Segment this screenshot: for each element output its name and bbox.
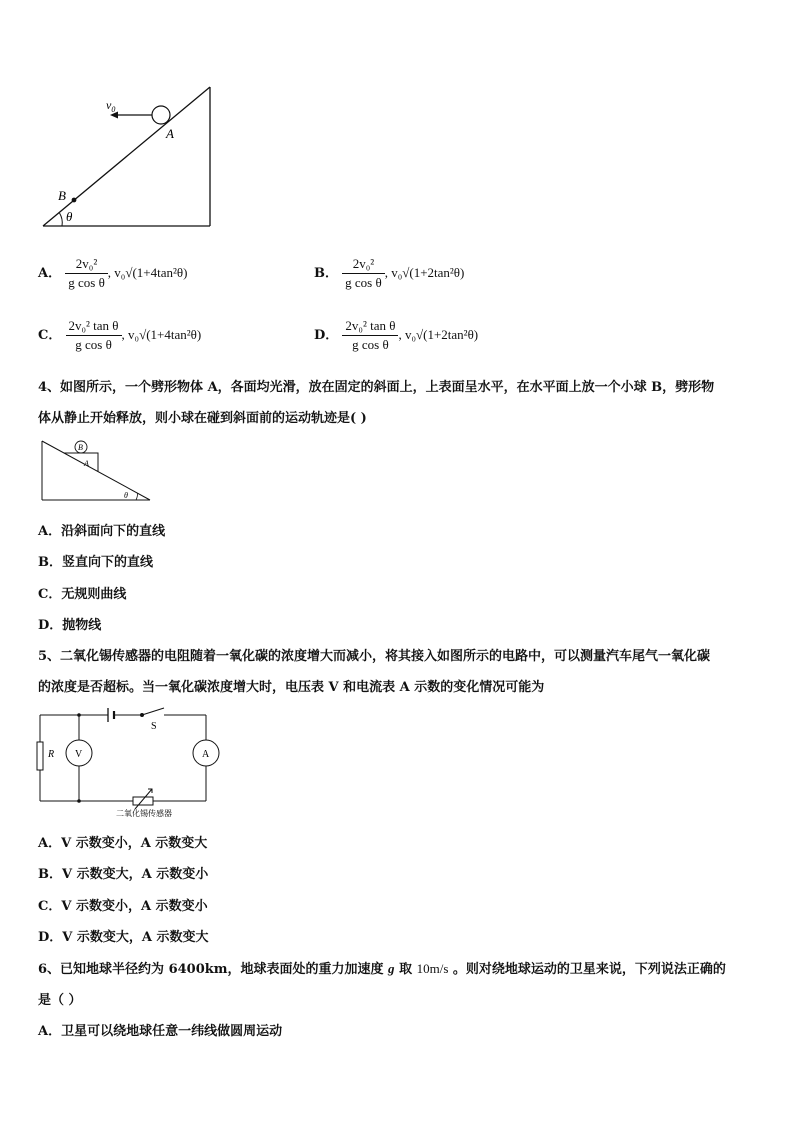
incline-ball-figure [38,82,218,232]
q4-option-c[interactable]: C．无规则曲线 [38,587,127,602]
q4-stem-line1: 4、如图所示，一个劈形物体 A，各面均光滑，放在固定的斜面上，上表面呈水平，在水平面上放一个小球 B，劈形物 [38,380,715,395]
numerator: 2v₀² [342,256,385,274]
option-label: D． [314,328,339,343]
numerator: 2v₀² tan θ [66,318,122,336]
ammeter-label: A [202,749,210,760]
fraction [342,318,398,353]
q4-option-a[interactable]: A．沿斜面向下的直线 [38,524,166,539]
q3-option-c[interactable] [38,318,201,353]
q6-option-a[interactable]: A．卫星可以绕地球任意一纬线做圆周运动 [38,1024,283,1039]
q4-stem-line2: 体从静止开始释放，则小球在碰到斜面前的运动轨迹是( ) [38,411,367,426]
option-tail: , v₀√(1+2tan²θ) [384,265,465,280]
q5-option-c[interactable]: C．V 示数变小，A 示数变小 [38,899,208,914]
q5-option-d[interactable]: D．V 示数变大，A 示数变大 [38,930,209,945]
q5-option-a[interactable]: A．V 示数变小，A 示数变大 [38,836,208,851]
q6-text-a: 6、已知地球半径约为 6400km，地球表面处的重力加速度 [38,962,389,977]
q3-option-b[interactable] [314,256,464,291]
ball [152,106,170,124]
voltmeter-label: V [75,749,83,760]
ball-b-label: B [78,443,83,452]
gravity-value: 10m/s [416,961,449,976]
fraction [66,318,122,353]
wedge-ball-figure [40,438,160,504]
gravity-symbol: g [388,961,395,976]
numerator: 2v₀² tan θ [342,318,398,336]
theta-label: θ [124,491,128,500]
v0-label: $v_0$ [106,98,116,114]
q6-text-b: 取 [394,962,417,977]
circuit-figure [36,705,226,820]
point-a-label: A [166,126,174,141]
fraction [65,256,108,291]
q6-stem-line1 [38,958,726,977]
denominator: g cos θ [352,337,389,352]
denominator: g cos θ [68,275,105,290]
q5-stem-line2: 的浓度是否超标。当一氧化碳浓度增大时，电压表 V 和电流表 A 示数的变化情况可能为 [38,680,545,695]
option-tail: , v₀√(1+4tan²θ) [107,265,188,280]
option-label: B． [314,266,338,281]
theta-label: θ [66,209,73,224]
q4-option-d[interactable]: D．抛物线 [38,618,102,633]
option-label: A． [38,266,62,281]
numerator: 2v₀² [65,256,108,274]
switch-label: S [151,721,157,732]
option-tail: , v₀√(1+2tan²θ) [398,327,479,342]
q3-option-d[interactable] [314,318,478,353]
q6-stem-line2: 是（ ） [38,993,82,1008]
denominator: g cos θ [75,337,112,352]
sensor-label: 二氧化锡传感器 [116,809,172,818]
wedge-a-label: A [84,459,89,468]
point-b-label: B [58,188,66,203]
q5-option-b[interactable]: B．V 示数变大，A 示数变小 [38,867,209,882]
option-label: C． [38,328,62,343]
resistor-label: R [48,749,55,760]
q6-text-c: 。则对绕地球运动的卫星来说，下列说法正确的 [448,962,726,977]
q3-option-a[interactable] [38,256,187,291]
q4-option-b[interactable]: B．竖直向下的直线 [38,555,153,570]
fraction [342,256,385,291]
option-tail: , v₀√(1+4tan²θ) [121,327,202,342]
q5-stem-line1: 5、二氧化锡传感器的电阻随着一氧化碳的浓度增大而减小，将其接入如图所示的电路中，可以测量汽车尾气一氧化碳 [38,649,711,664]
denominator: g cos θ [345,275,382,290]
